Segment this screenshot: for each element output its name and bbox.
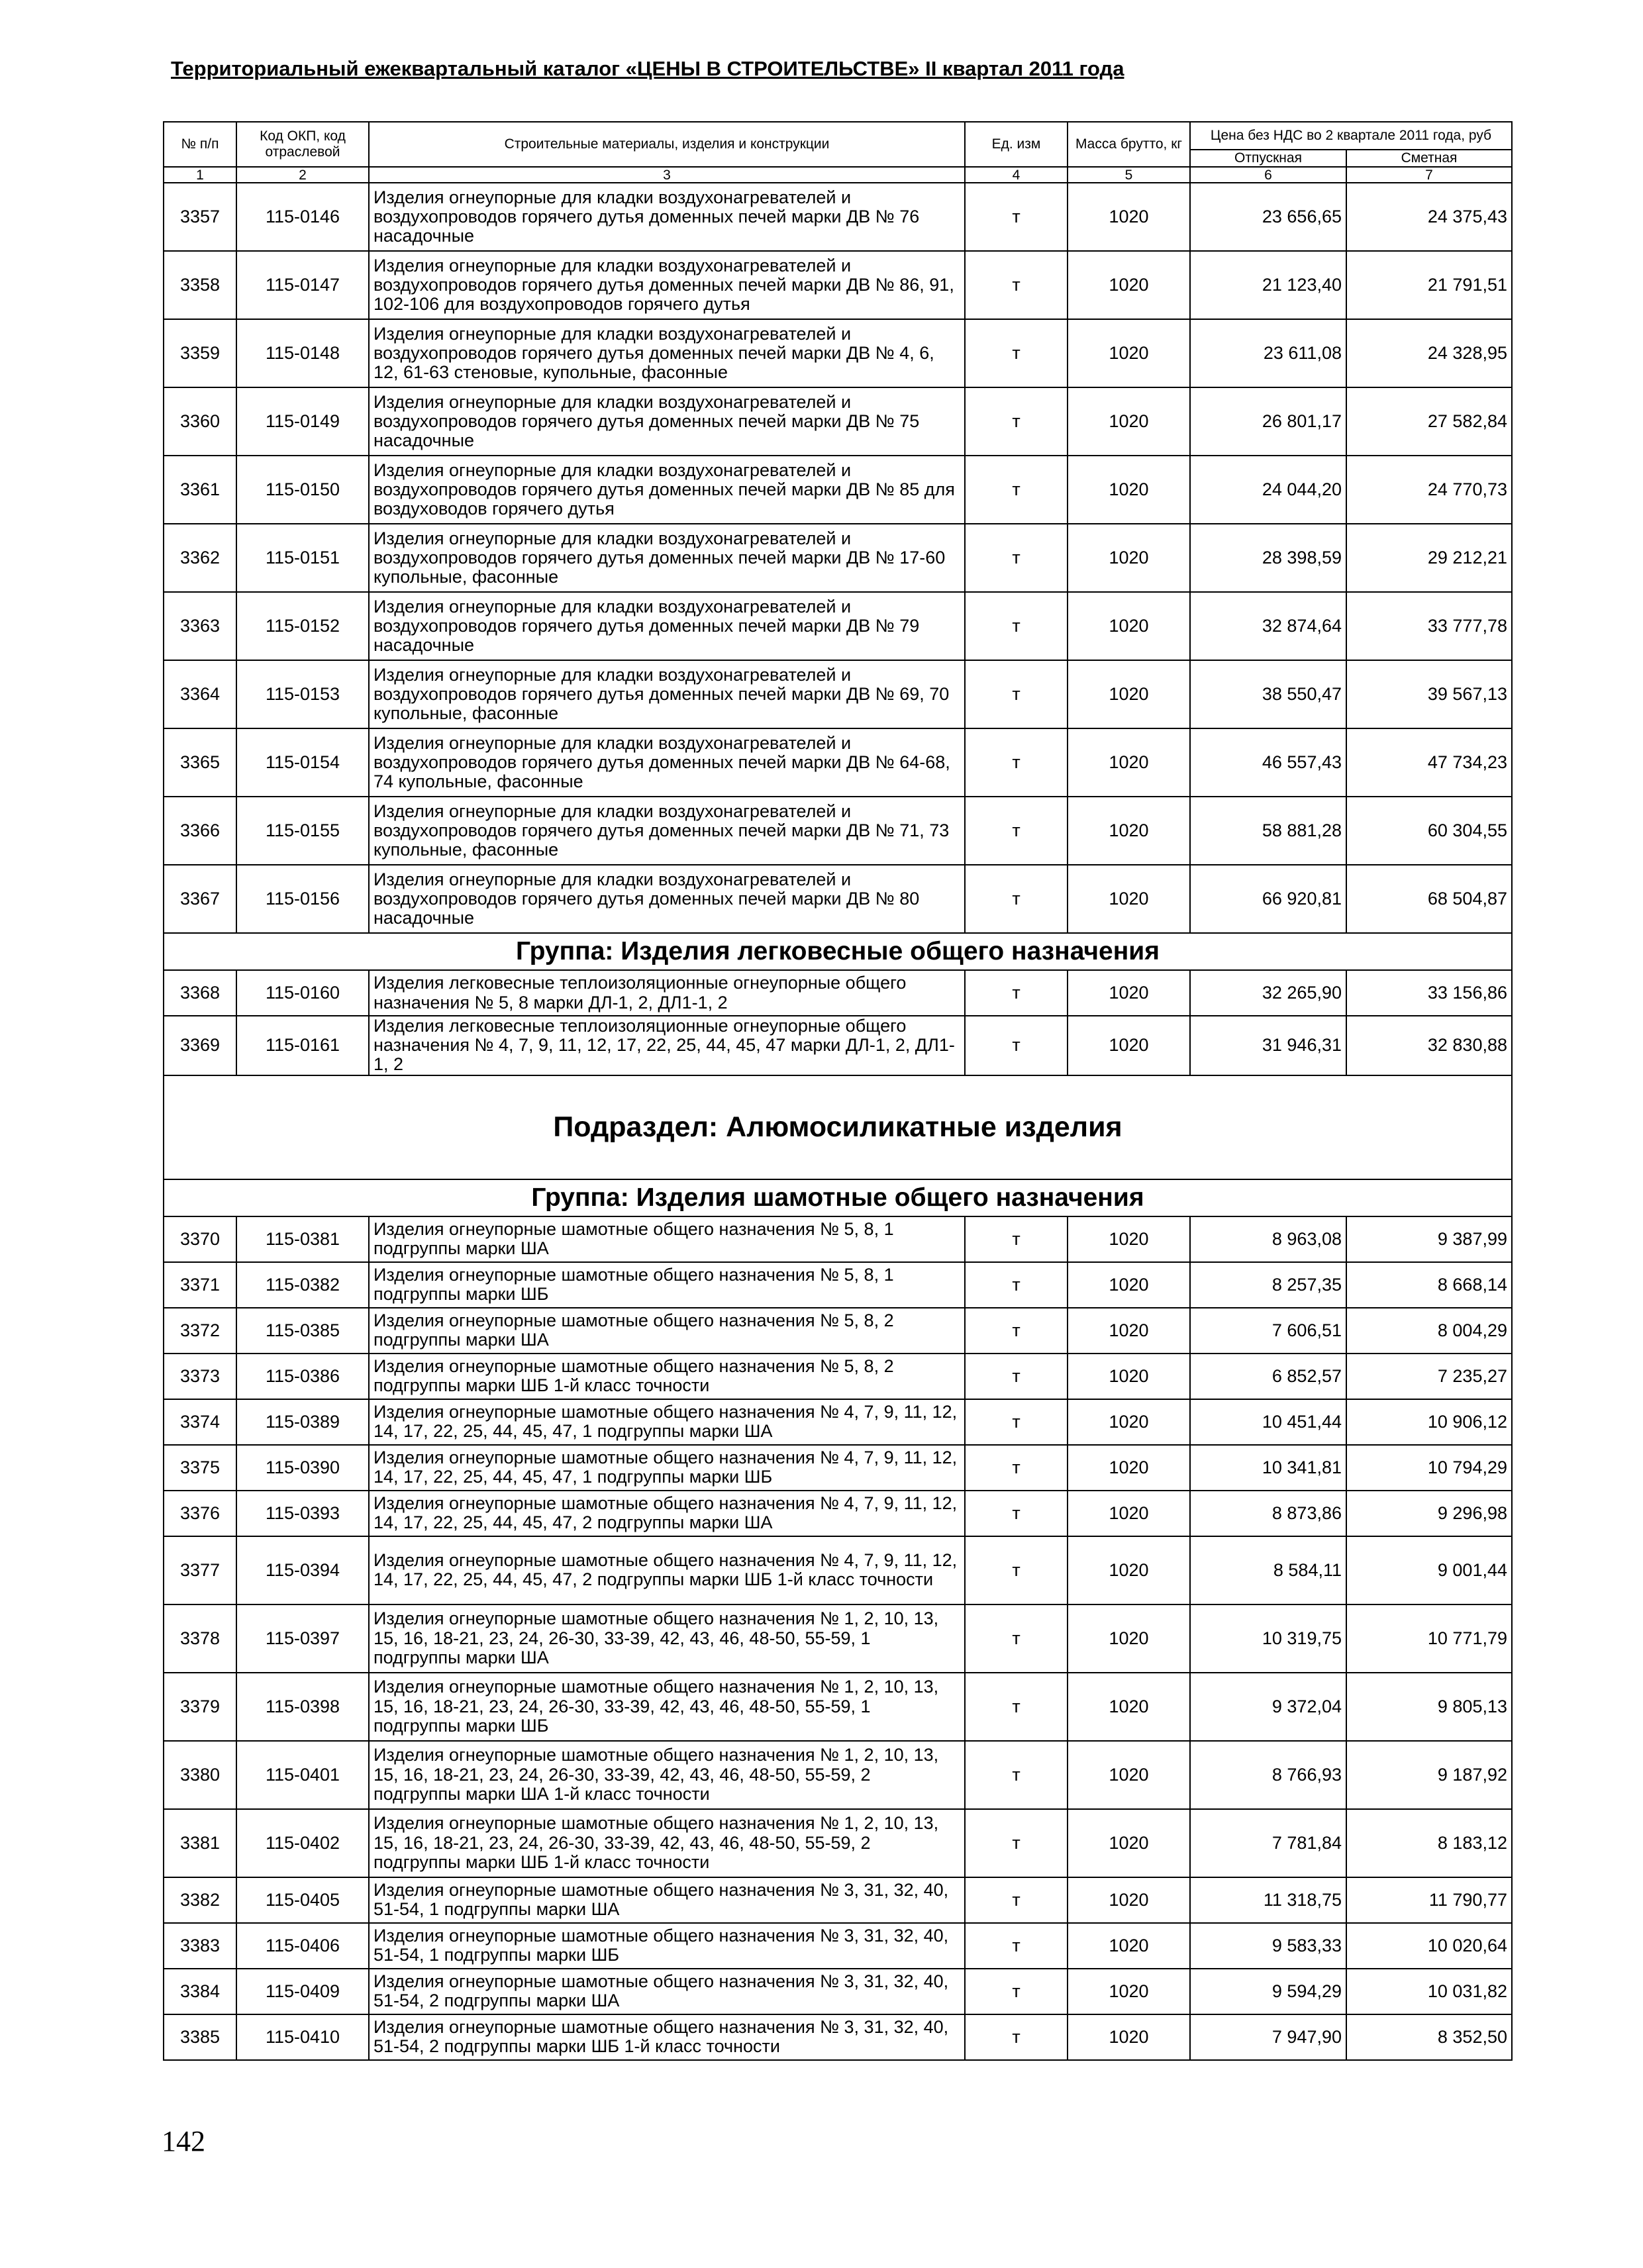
row-unit: т [965,660,1068,728]
row-code: 115-0390 [236,1445,369,1491]
row-mass: 1020 [1068,319,1190,387]
row-code: 115-0385 [236,1308,369,1354]
row-name: Изделия огнеупорные для кладки воздухонагревателей и воздухопроводов горячего дутья доменных печей марки ДВ № 64-68, 74 купольные, фасонные [369,728,965,797]
row-price-release: 23 611,08 [1190,319,1346,387]
table-row [164,592,1512,660]
row-price-estimate: 10 794,29 [1346,1445,1512,1491]
row-number: 3380 [164,1741,236,1809]
table-row [164,1536,1512,1604]
row-name: Изделия огнеупорные для кладки воздухонагревателей и воздухопроводов горячего дутья доменных печей марки ДВ № 85 для воздуховодов горячего дутья [369,456,965,524]
column-number: 4 [965,167,1068,183]
row-unit: т [965,1445,1068,1491]
row-mass: 1020 [1068,387,1190,456]
table-row [164,1262,1512,1308]
row-price-estimate: 9 001,44 [1346,1536,1512,1604]
table-row [164,1969,1512,2014]
row-code: 115-0153 [236,660,369,728]
table-section-lightweight [164,970,1512,1075]
subsection-aluminosilicate [164,1075,1512,1216]
row-code: 115-0401 [236,1741,369,1809]
table-row [164,1216,1512,1262]
row-unit: т [965,456,1068,524]
row-price-estimate: 32 830,88 [1346,1016,1512,1075]
row-price-estimate: 9 296,98 [1346,1491,1512,1536]
row-mass: 1020 [1068,1308,1190,1354]
column-number-row [164,167,1512,183]
row-name: Изделия огнеупорные шамотные общего назначения № 1, 2, 10, 13, 15, 16, 18-21, 23, 24, 26-30, 33-39, 42, 43, 46, 48-50, 55-59, 2 подгруппы марки ША 1-й класс точности [369,1741,965,1809]
row-price-estimate: 10 031,82 [1346,1969,1512,2014]
row-unit: т [965,251,1068,319]
row-price-estimate: 7 235,27 [1346,1354,1512,1399]
row-mass: 1020 [1068,1536,1190,1604]
row-number: 3365 [164,728,236,797]
row-name: Изделия огнеупорные шамотные общего назначения № 4, 7, 9, 11, 12, 14, 17, 22, 25, 44, 45, 47, 2 подгруппы марки ША [369,1491,965,1536]
row-name: Изделия огнеупорные шамотные общего назначения № 5, 8, 1 подгруппы марки ША [369,1216,965,1262]
row-number: 3377 [164,1536,236,1604]
table-row [164,524,1512,592]
row-mass: 1020 [1068,1491,1190,1536]
row-price-release: 23 656,65 [1190,183,1346,251]
row-price-estimate: 21 791,51 [1346,251,1512,319]
row-name: Изделия огнеупорные шамотные общего назначения № 4, 7, 9, 11, 12, 14, 17, 22, 25, 44, 45, 47, 1 подгруппы марки ШБ [369,1445,965,1491]
row-name: Изделия огнеупорные шамотные общего назначения № 4, 7, 9, 11, 12, 14, 17, 22, 25, 44, 45, 47, 2 подгруппы марки ШБ 1-й класс точности [369,1536,965,1604]
row-name: Изделия огнеупорные шамотные общего назначения № 3, 31, 32, 40, 51-54, 1 подгруппы марки ША [369,1877,965,1923]
page-title: Территориальный ежеквартальный каталог «ЦЕНЫ В СТРОИТЕЛЬСТВЕ» II квартал 2011 года [171,57,1124,80]
table-row [164,1604,1512,1673]
table-row [164,970,1512,1016]
row-price-estimate: 24 770,73 [1346,456,1512,524]
table-row [164,1016,1512,1075]
column-number: 5 [1068,167,1190,183]
row-unit: т [965,728,1068,797]
row-price-estimate: 47 734,23 [1346,728,1512,797]
row-name: Изделия огнеупорные для кладки воздухонагревателей и воздухопроводов горячего дутья доменных печей марки ДВ № 75 насадочные [369,387,965,456]
header-unit: Ед. изм [965,122,1068,167]
column-number: 1 [164,167,236,183]
row-number: 3368 [164,970,236,1016]
row-mass: 1020 [1068,1445,1190,1491]
table-section-chamotte [164,1216,1512,2060]
row-price-release: 8 584,11 [1190,1536,1346,1604]
row-mass: 1020 [1068,1877,1190,1923]
row-unit: т [965,865,1068,933]
row-unit: т [965,1604,1068,1673]
row-mass: 1020 [1068,1399,1190,1445]
row-number: 3375 [164,1445,236,1491]
table-row [164,1354,1512,1399]
row-unit: т [965,1016,1068,1075]
row-price-release: 7 781,84 [1190,1809,1346,1877]
row-price-estimate: 10 906,12 [1346,1399,1512,1445]
row-mass: 1020 [1068,524,1190,592]
row-price-release: 9 372,04 [1190,1673,1346,1741]
row-code: 115-0406 [236,1923,369,1969]
row-mass: 1020 [1068,2014,1190,2060]
row-unit: т [965,1741,1068,1809]
table-row [164,797,1512,865]
row-name: Изделия огнеупорные для кладки воздухонагревателей и воздухопроводов горячего дутья доменных печей марки ДВ № 17-60 купольные, фасонные [369,524,965,592]
row-code: 115-0161 [236,1016,369,1075]
row-price-release: 7 606,51 [1190,1308,1346,1354]
row-price-estimate: 9 387,99 [1346,1216,1512,1262]
table-row [164,251,1512,319]
table-row [164,1445,1512,1491]
row-mass: 1020 [1068,456,1190,524]
row-mass: 1020 [1068,797,1190,865]
row-name: Изделия огнеупорные шамотные общего назначения № 3, 31, 32, 40, 51-54, 1 подгруппы марки ШБ [369,1923,965,1969]
row-number: 3373 [164,1354,236,1399]
row-price-estimate: 39 567,13 [1346,660,1512,728]
column-number: 2 [236,167,369,183]
row-number: 3367 [164,865,236,933]
row-name: Изделия огнеупорные для кладки воздухонагревателей и воздухопроводов горячего дутья доменных печей марки ДВ № 4, 6, 12, 61-63 стеновые, купольные, фасонные [369,319,965,387]
row-price-release: 66 920,81 [1190,865,1346,933]
row-price-estimate: 29 212,21 [1346,524,1512,592]
row-unit: т [965,1399,1068,1445]
row-mass: 1020 [1068,865,1190,933]
row-code: 115-0402 [236,1809,369,1877]
row-price-estimate: 24 328,95 [1346,319,1512,387]
row-unit: т [965,524,1068,592]
table-row [164,1673,1512,1741]
row-price-release: 38 550,47 [1190,660,1346,728]
header-num: № п/п [164,122,236,167]
row-number: 3385 [164,2014,236,2060]
table-row [164,319,1512,387]
row-price-estimate: 8 183,12 [1346,1809,1512,1877]
row-name: Изделия огнеупорные шамотные общего назначения № 1, 2, 10, 13, 15, 16, 18-21, 23, 24, 26-30, 33-39, 42, 43, 46, 48-50, 55-59, 1 подгруппы марки ШБ [369,1673,965,1741]
row-mass: 1020 [1068,660,1190,728]
row-price-release: 8 257,35 [1190,1262,1346,1308]
row-code: 115-0148 [236,319,369,387]
row-unit: т [965,1491,1068,1536]
row-mass: 1020 [1068,1262,1190,1308]
row-mass: 1020 [1068,1216,1190,1262]
row-mass: 1020 [1068,1016,1190,1075]
row-number: 3369 [164,1016,236,1075]
row-mass: 1020 [1068,251,1190,319]
row-unit: т [965,970,1068,1016]
row-unit: т [965,592,1068,660]
row-name: Изделия огнеупорные шамотные общего назначения № 5, 8, 1 подгруппы марки ШБ [369,1262,965,1308]
row-unit: т [965,183,1068,251]
price-table [163,121,1513,2061]
row-code: 115-0410 [236,2014,369,2060]
row-unit: т [965,1809,1068,1877]
row-number: 3378 [164,1604,236,1673]
row-code: 115-0393 [236,1491,369,1536]
row-mass: 1020 [1068,1604,1190,1673]
row-price-release: 11 318,75 [1190,1877,1346,1923]
page-number: 142 [162,2125,205,2157]
row-price-release: 9 594,29 [1190,1969,1346,2014]
header-price-estimate: Сметная [1346,150,1512,167]
row-mass: 1020 [1068,1969,1190,2014]
row-code: 115-0155 [236,797,369,865]
row-number: 3363 [164,592,236,660]
table-row [164,1399,1512,1445]
row-price-estimate: 9 187,92 [1346,1741,1512,1809]
row-mass: 1020 [1068,1354,1190,1399]
header-code: Код ОКП, код отраслевой [236,122,369,167]
row-price-release: 8 963,08 [1190,1216,1346,1262]
row-code: 115-0152 [236,592,369,660]
row-name: Изделия огнеупорные шамотные общего назначения № 1, 2, 10, 13, 15, 16, 18-21, 23, 24, 26-30, 33-39, 42, 43, 46, 48-50, 55-59, 1 подгруппы марки ША [369,1604,965,1673]
row-price-release: 7 947,90 [1190,2014,1346,2060]
row-code: 115-0409 [236,1969,369,2014]
row-code: 115-0156 [236,865,369,933]
row-price-estimate: 27 582,84 [1346,387,1512,456]
row-name: Изделия огнеупорные для кладки воздухонагревателей и воздухопроводов горячего дутья доменных печей марки ДВ № 86, 91, 102-106 для воздухопроводов горячего дутья [369,251,965,319]
row-code: 115-0146 [236,183,369,251]
row-price-estimate: 8 352,50 [1346,2014,1512,2060]
row-price-release: 31 946,31 [1190,1016,1346,1075]
row-code: 115-0386 [236,1354,369,1399]
row-number: 3366 [164,797,236,865]
row-code: 115-0382 [236,1262,369,1308]
table-section-blast-furnace [164,183,1512,933]
row-code: 115-0394 [236,1536,369,1604]
row-name: Изделия огнеупорные для кладки воздухонагревателей и воздухопроводов горячего дутья доменных печей марки ДВ № 69, 70 купольные, фасонные [369,660,965,728]
row-code: 115-0389 [236,1399,369,1445]
row-mass: 1020 [1068,183,1190,251]
row-mass: 1020 [1068,1741,1190,1809]
row-mass: 1020 [1068,592,1190,660]
group-heading: Группа: Изделия шамотные общего назначения [164,1179,1512,1216]
row-number: 3383 [164,1923,236,1969]
row-price-estimate: 9 805,13 [1346,1673,1512,1741]
row-price-release: 32 265,90 [1190,970,1346,1016]
row-name: Изделия огнеупорные шамотные общего назначения № 1, 2, 10, 13, 15, 16, 18-21, 23, 24, 26-30, 33-39, 42, 43, 46, 48-50, 55-59, 2 подгруппы марки ШБ 1-й класс точности [369,1809,965,1877]
row-mass: 1020 [1068,1923,1190,1969]
group-heading: Группа: Изделия легковесные общего назначения [164,933,1512,970]
row-code: 115-0151 [236,524,369,592]
table-row [164,183,1512,251]
row-price-release: 21 123,40 [1190,251,1346,319]
row-code: 115-0154 [236,728,369,797]
row-price-release: 10 451,44 [1190,1399,1346,1445]
table-row [164,660,1512,728]
row-unit: т [965,1262,1068,1308]
row-unit: т [965,1308,1068,1354]
row-number: 3361 [164,456,236,524]
row-price-release: 9 583,33 [1190,1923,1346,1969]
row-price-estimate: 33 156,86 [1346,970,1512,1016]
row-name: Изделия легковесные теплоизоляционные огнеупорные общего назначения № 5, 8 марки ДЛ-1, 2, ДЛ1-1, 2 [369,970,965,1016]
row-price-release: 58 881,28 [1190,797,1346,865]
row-unit: т [965,319,1068,387]
table-row [164,865,1512,933]
row-price-release: 28 398,59 [1190,524,1346,592]
row-mass: 1020 [1068,970,1190,1016]
row-unit: т [965,1536,1068,1604]
row-unit: т [965,1216,1068,1262]
subsection-heading: Подраздел: Алюмосиликатные изделия [164,1075,1512,1179]
row-number: 3372 [164,1308,236,1354]
row-name: Изделия огнеупорные шамотные общего назначения № 5, 8, 2 подгруппы марки ШБ 1-й класс точности [369,1354,965,1399]
table-row [164,1809,1512,1877]
row-price-release: 32 874,64 [1190,592,1346,660]
row-name: Изделия огнеупорные шамотные общего назначения № 5, 8, 2 подгруппы марки ША [369,1308,965,1354]
row-price-release: 6 852,57 [1190,1354,1346,1399]
row-price-release: 26 801,17 [1190,387,1346,456]
row-price-estimate: 8 668,14 [1346,1262,1512,1308]
header-name: Строительные материалы, изделия и конструкции [369,122,965,167]
row-name: Изделия огнеупорные шамотные общего назначения № 3, 31, 32, 40, 51-54, 2 подгруппы марки ША [369,1969,965,2014]
row-code: 115-0405 [236,1877,369,1923]
row-number: 3357 [164,183,236,251]
row-name: Изделия огнеупорные шамотные общего назначения № 3, 31, 32, 40, 51-54, 2 подгруппы марки ШБ 1-й класс точности [369,2014,965,2060]
row-number: 3359 [164,319,236,387]
row-number: 3370 [164,1216,236,1262]
table-row [164,1308,1512,1354]
table-row [164,1877,1512,1923]
row-number: 3384 [164,1969,236,2014]
row-unit: т [965,1877,1068,1923]
header-price-group: Цена без НДС во 2 квартале 2011 года, руб [1190,122,1512,150]
row-price-release: 10 319,75 [1190,1604,1346,1673]
row-number: 3362 [164,524,236,592]
row-price-release: 10 341,81 [1190,1445,1346,1491]
row-number: 3379 [164,1673,236,1741]
row-code: 115-0160 [236,970,369,1016]
row-price-estimate: 10 771,79 [1346,1604,1512,1673]
table-row [164,2014,1512,2060]
row-price-release: 8 766,93 [1190,1741,1346,1809]
row-price-release: 46 557,43 [1190,728,1346,797]
row-code: 115-0150 [236,456,369,524]
row-price-estimate: 8 004,29 [1346,1308,1512,1354]
row-number: 3382 [164,1877,236,1923]
row-number: 3374 [164,1399,236,1445]
row-number: 3360 [164,387,236,456]
row-price-estimate: 10 020,64 [1346,1923,1512,1969]
column-number: 6 [1190,167,1346,183]
row-unit: т [965,1673,1068,1741]
row-number: 3376 [164,1491,236,1536]
row-name: Изделия огнеупорные для кладки воздухонагревателей и воздухопроводов горячего дутья доменных печей марки ДВ № 80 насадочные [369,865,965,933]
row-price-release: 8 873,86 [1190,1491,1346,1536]
row-unit: т [965,1354,1068,1399]
row-name: Изделия огнеупорные для кладки воздухонагревателей и воздухопроводов горячего дутья доменных печей марки ДВ № 71, 73 купольные, фасонные [369,797,965,865]
row-code: 115-0398 [236,1673,369,1741]
row-name: Изделия огнеупорные для кладки воздухонагревателей и воздухопроводов горячего дутья доменных печей марки ДВ № 76 насадочные [369,183,965,251]
group-lightweight [164,933,1512,970]
table-row [164,1491,1512,1536]
row-code: 115-0381 [236,1216,369,1262]
table-row [164,1741,1512,1809]
table-row [164,456,1512,524]
table-row [164,1923,1512,1969]
row-unit: т [965,797,1068,865]
row-name: Изделия огнеупорные для кладки воздухонагревателей и воздухопроводов горячего дутья доменных печей марки ДВ № 79 насадочные [369,592,965,660]
table-row [164,728,1512,797]
row-number: 3381 [164,1809,236,1877]
row-price-estimate: 33 777,78 [1346,592,1512,660]
row-mass: 1020 [1068,1673,1190,1741]
table-row [164,387,1512,456]
row-number: 3364 [164,660,236,728]
column-number: 7 [1346,167,1512,183]
row-price-release: 24 044,20 [1190,456,1346,524]
row-unit: т [965,1969,1068,2014]
row-name: Изделия легковесные теплоизоляционные огнеупорные общего назначения № 4, 7, 9, 11, 12, 17, 22, 25, 44, 45, 47 марки ДЛ-1, 2, ДЛ1-1, 2 [369,1016,965,1075]
row-code: 115-0397 [236,1604,369,1673]
row-price-estimate: 11 790,77 [1346,1877,1512,1923]
row-name: Изделия огнеупорные шамотные общего назначения № 4, 7, 9, 11, 12, 14, 17, 22, 25, 44, 45, 47, 1 подгруппы марки ША [369,1399,965,1445]
row-mass: 1020 [1068,1809,1190,1877]
header-mass: Масса брутто, кг [1068,122,1190,167]
row-code: 115-0149 [236,387,369,456]
row-price-estimate: 68 504,87 [1346,865,1512,933]
row-mass: 1020 [1068,728,1190,797]
column-number: 3 [369,167,965,183]
row-price-estimate: 24 375,43 [1346,183,1512,251]
row-unit: т [965,1923,1068,1969]
row-unit: т [965,2014,1068,2060]
row-price-estimate: 60 304,55 [1346,797,1512,865]
row-unit: т [965,387,1068,456]
row-number: 3358 [164,251,236,319]
row-code: 115-0147 [236,251,369,319]
row-number: 3371 [164,1262,236,1308]
header-price-release: Отпускная [1190,150,1346,167]
